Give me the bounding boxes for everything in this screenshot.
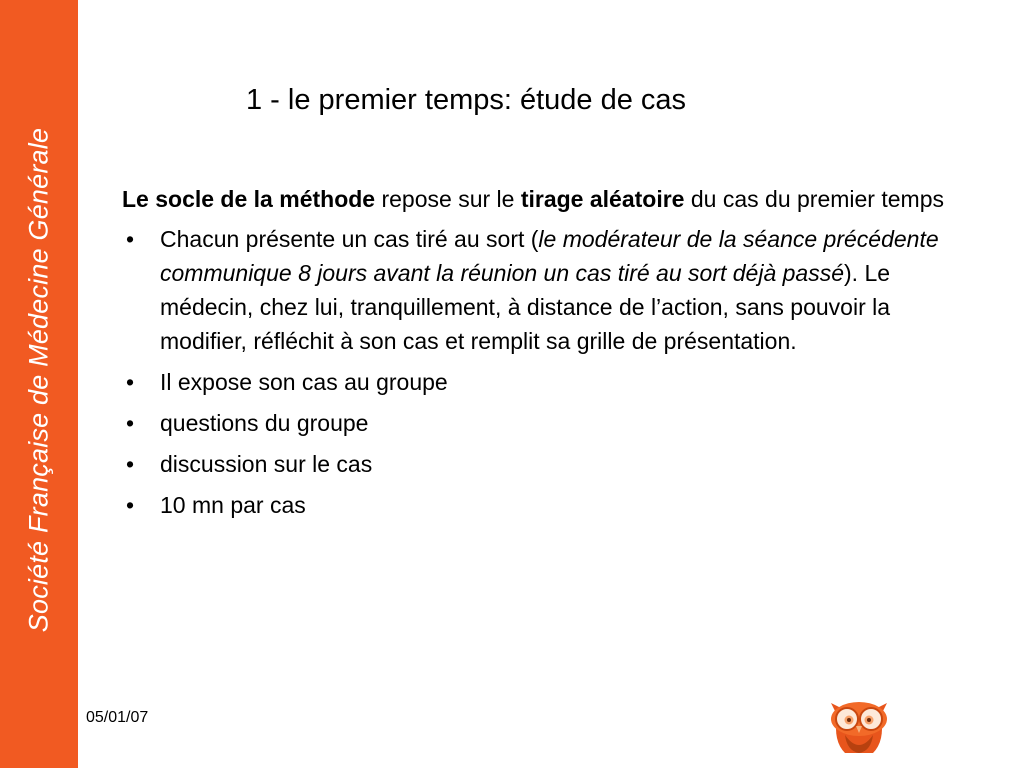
bullet-marker: •	[126, 226, 135, 252]
slide-title: 1 - le premier temps: étude de cas	[246, 84, 687, 116]
slide-body	[122, 182, 982, 529]
bullet-marker: •	[126, 492, 135, 518]
bullet-marker: •	[126, 369, 135, 395]
bullet-text: Chacun présente un cas tiré au sort (	[160, 226, 539, 252]
intro-paragraph	[122, 182, 982, 216]
bullet-item	[122, 222, 982, 358]
intro-bold-method: Le socle de la méthode	[122, 186, 376, 212]
bullet-marker: •	[126, 410, 135, 436]
bullet-text: discussion sur le cas	[160, 451, 373, 477]
bullet-item	[122, 447, 982, 481]
bullet-item	[122, 365, 982, 399]
bullet-text: ). Le médecin, chez lui, tranquillement, à distance de l’action, sans pouvoir la modifier, réfléchit à son cas et remplit sa grille de présentation.	[160, 260, 891, 354]
intro-text-2: du cas du premier temps	[684, 186, 944, 212]
bullet-text: questions du groupe	[160, 410, 369, 436]
owl-logo-icon	[823, 695, 895, 755]
bullet-list	[122, 222, 982, 522]
intro-text-1: repose sur le	[375, 186, 521, 212]
sidebar-band	[0, 0, 78, 768]
bullet-text: 10 mn par cas	[160, 492, 306, 518]
sidebar-organization-name: Société Française de Médecine Générale	[23, 127, 54, 633]
bullet-marker: •	[126, 451, 135, 477]
bullet-text: Il expose son cas au groupe	[160, 369, 448, 395]
bullet-italic-text: le modérateur de la séance précédente communique 8 jours avant la réunion un cas tiré au sort déjà passé	[160, 226, 939, 286]
bullet-item	[122, 406, 982, 440]
intro-bold-random-draw: tirage aléatoire	[520, 186, 685, 212]
footer-date: 05/01/07	[86, 709, 149, 726]
bullet-item	[122, 488, 982, 522]
